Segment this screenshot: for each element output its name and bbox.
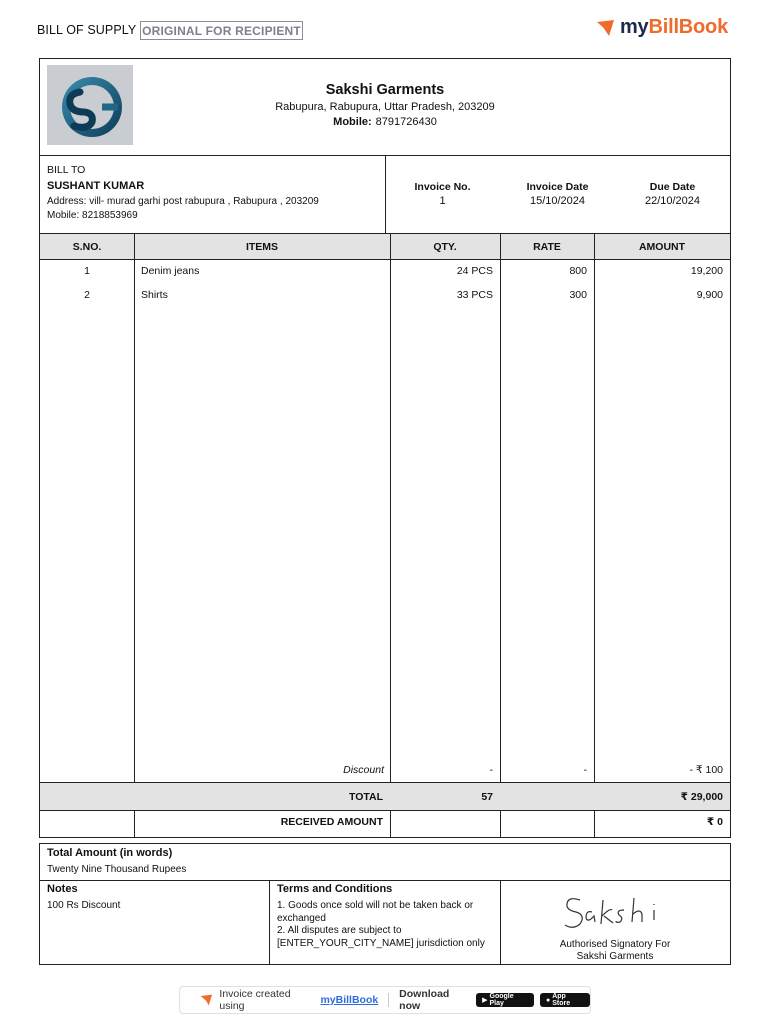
app-store-label: App Store (552, 993, 571, 1007)
footer-separator (388, 993, 389, 1007)
footer-created-text: Invoice created using (219, 988, 291, 1012)
due-date: 22/10/2024 (644, 195, 701, 207)
invoice-number-block (400, 181, 485, 207)
divider (500, 233, 501, 838)
brand-highlight: BillBook (648, 16, 728, 38)
customer-mobile: Mobile: 8218853969 (47, 210, 138, 221)
discount-rate: - (583, 764, 587, 776)
divider (269, 880, 270, 965)
play-store-icon: ▶ (482, 997, 488, 1004)
app-store-button[interactable] (540, 993, 590, 1007)
company-name: Sakshi Garments (325, 82, 445, 98)
signature-image (558, 888, 673, 941)
row-2-qty: 33 PCS (456, 289, 493, 301)
customer-address: Address: vill- murad garhi post rabupura , Rabupura , 203209 (47, 196, 319, 207)
google-play-button[interactable] (476, 993, 534, 1007)
column-header-qty: QTY. (433, 240, 457, 253)
invoice-date-label: Invoice Date (526, 181, 589, 193)
company-mobile (39, 116, 731, 128)
company-mobile-label: Mobile: (333, 116, 372, 128)
row-1-amount: 19,200 (690, 265, 723, 277)
apple-icon: ● (545, 996, 551, 1004)
received-label: RECEIVED AMOUNT (280, 816, 383, 828)
google-play-label: Google Play (489, 993, 514, 1007)
brand-mark-icon (596, 19, 616, 37)
signature-scribble (558, 888, 673, 936)
brand-name (620, 16, 728, 39)
total-label: TOTAL (348, 791, 383, 803)
due-date-block (625, 181, 720, 207)
company-mobile-number: 8791726430 (375, 116, 437, 128)
company-address: Rabupura, Rabupura, Uttar Pradesh, 203209 (275, 101, 495, 113)
discount-qty: - (489, 764, 493, 776)
row-2-amount: 9,900 (696, 289, 723, 301)
customer-name: SUSHANT KUMAR (47, 180, 145, 192)
amount-in-words-title: Total Amount (in words) (47, 847, 173, 859)
terms-body (277, 900, 497, 950)
discount-label: Discount (343, 764, 384, 776)
invoice-number: 1 (439, 195, 446, 207)
copy-badge: ORIGINAL FOR RECIPIENT (140, 21, 303, 40)
column-header-rate: RATE (533, 240, 561, 253)
footer-download-text: Download now (399, 988, 450, 1012)
discount-amount: - ₹ 100 (689, 764, 723, 776)
row-1-rate: 800 (569, 265, 587, 277)
row-1-qty: 24 PCS (456, 265, 493, 277)
brand-mark-icon (200, 994, 213, 1006)
company-block (39, 82, 731, 128)
received-amount: ₹ 0 (706, 816, 723, 828)
row-2-rate: 300 (569, 289, 587, 301)
due-date-label: Due Date (649, 181, 696, 193)
amount-in-words: Twenty Nine Thousand Rupees (47, 864, 187, 875)
brand-logo (596, 16, 728, 39)
row-2-item: Shirts (141, 289, 168, 301)
row-1-sno: 1 (84, 265, 90, 277)
divider (594, 233, 595, 838)
bill-to-label: BILL TO (47, 164, 86, 176)
invoice-number-label: Invoice No. (414, 181, 471, 193)
notes-body: 100 Rs Discount (47, 900, 121, 911)
terms-line: 1. Goods once sold will not be taken back or (277, 900, 474, 911)
terms-line: [ENTER_YOUR_CITY_NAME] jurisdiction only (277, 937, 485, 949)
column-header-amount: AMOUNT (638, 240, 686, 253)
signatory-line-2: Sakshi Garments (576, 951, 654, 962)
divider (390, 233, 391, 838)
notes-title: Notes (47, 883, 78, 895)
divider (39, 810, 731, 811)
row-2-sno: 2 (84, 289, 90, 301)
column-header-items: ITEMS (245, 240, 279, 253)
divider (385, 155, 386, 234)
footer-brand-link[interactable]: myBillBook (320, 994, 379, 1006)
invoice-date: 15/10/2024 (529, 195, 586, 207)
divider (39, 259, 731, 260)
document-type: BILL OF SUPPLY (37, 23, 137, 37)
divider (134, 233, 135, 838)
footer-banner (179, 986, 591, 1014)
column-header-sno: S.NO. (72, 240, 102, 253)
invoice-date-block (510, 181, 605, 207)
terms-title: Terms and Conditions (277, 883, 393, 895)
signatory-line-1: Authorised Signatory For (559, 939, 671, 950)
total-qty: 57 (481, 791, 493, 803)
brand-prefix: my (619, 16, 649, 38)
row-1-item: Denim jeans (141, 265, 200, 277)
terms-line: exchanged (277, 912, 326, 924)
divider (39, 880, 731, 881)
terms-line: 2. All disputes are subject to (277, 925, 402, 936)
total-amount: ₹ 29,000 (680, 791, 723, 803)
signatory-label (500, 939, 730, 963)
